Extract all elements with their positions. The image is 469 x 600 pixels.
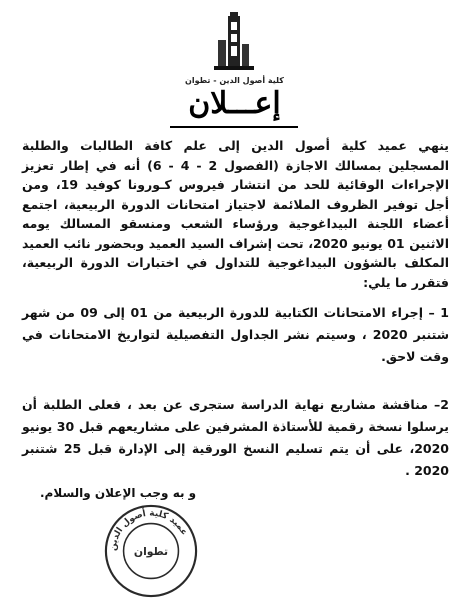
- stamp-outer-text: عميد كلية أصول الدين: [108, 508, 190, 552]
- closing-line: و به وجب الإعلان والسلام.: [40, 486, 197, 500]
- page-title: إعـــلان: [188, 86, 281, 121]
- stamp-center-text: تطوان: [133, 544, 169, 558]
- decision-item-2: 2– مناقشة مشاريع نهاية الدراسة ستجرى عن بعد ، فعلى الطلبة أن يرسلوا نسخة رقمية للأستاذة المشرفين على مشاريعهم قبل 30 يونيو 2020، على أن يتم تسليم النسخ الورقية إلى الإدارة قبل 25 شتنبر 2020 .: [22, 397, 450, 478]
- official-stamp: [102, 502, 200, 600]
- faculty-name: كلية أصول الدين - تطوان: [185, 76, 284, 85]
- announcement-body: [22, 136, 449, 482]
- title-underline: [170, 126, 298, 128]
- university-logo-icon: [212, 10, 256, 74]
- decision-item-1: 1 – إجراء الامتحانات الكتابية للدورة الربيعية من 01 إلى 09 من شهر شتنبر 2020 ، وسيتم نشر الجداول التفصيلية لتواريخ الامتحانات في وقت لاحق.: [22, 305, 449, 364]
- intro-paragraph: ينهي عميد كلية أصول الدين إلى علم كافة الطالبات والطلبة المسجلين بمسالك الاجازة (الفصول 2 - 4 - 6) أنه في إطار تعزيز الإجراءات الوقائية للحد من انتشار فيروس كـورونا كوفيد 19، ومن أجل توفير الظروف الملائمة لاجتياز امتحانات الدورة الربيعية، اجتمع أعضاء اللجنة البيداغوجية ورؤساء الشعب ومنسقو المسالك يومه الاثنين 01 يونيو 2020، تحت إشراف السيد العميد وبحضور نائب العميد المكلف بالشؤون البيداغوجية للتداول في اختبارات الدورة الربيعية، فتقرر ما يلي:: [22, 138, 450, 290]
